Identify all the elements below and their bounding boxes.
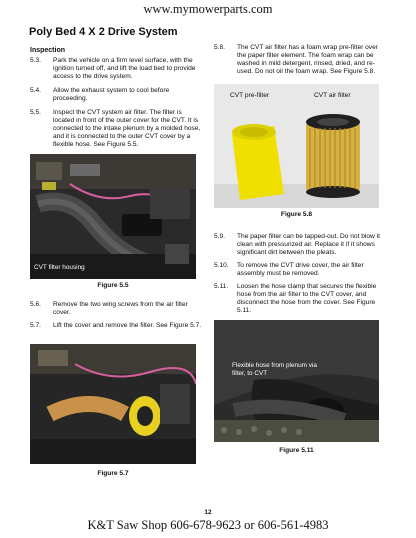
step-5-4: [30, 87, 202, 103]
step-number: 5.6.: [30, 301, 41, 308]
step-text: The CVT air filter has a foam wrap pre-filter over the paper filter element. The foam wrap can be washed in mild detergent, rinsed, dried, and re-used. Do not oil the foam wrap. See Figure 5.8.: [237, 44, 378, 75]
figure-5-11-photo: [214, 320, 379, 442]
figure-5-11-label: Flexible hose from plenum via filter, to CVT: [232, 362, 317, 377]
header-url: www.mymowerparts.com: [143, 2, 273, 16]
engine-bay-illustration: [30, 154, 196, 279]
step-number: 5.10.: [214, 262, 229, 269]
figure-5-8-photo: [214, 84, 379, 208]
figure-5-5-caption: Figure 5.5: [97, 282, 129, 289]
step-5-11: [214, 283, 384, 315]
step-number: 5.9.: [214, 233, 225, 240]
step-text: The paper filter can be tapped-out. Do not blow it clean with pressurized air. Replace it if it shows significant dirt between the pleats.: [237, 233, 380, 256]
step-number: 5.5.: [30, 109, 41, 116]
section-heading: Inspection: [30, 47, 66, 54]
figure-5-7-caption: Figure 5.7: [97, 470, 129, 477]
step-text: Loosen the hose clamp that secures the flexible hose from the air filter to the CVT cover, and disconnect the hose from the cover. See Figure 5.11.: [237, 283, 377, 314]
step-number: 5.11.: [214, 283, 229, 290]
figure-5-5-photo: [30, 154, 196, 279]
step-5-7: [30, 322, 202, 338]
figure-5-8-label-left: CVT pre-filter: [230, 92, 270, 99]
figure-5-8-caption: Figure 5.8: [280, 211, 313, 218]
step-text: Inspect the CVT system air filter. The filter is located in front of the outer cover for the CVT. It is connected to the intake plenum by a molded hose, and it is connected to the outer CVT cover by a flexible hose. See Figure 5.5.: [53, 109, 201, 148]
step-number: 5.8.: [214, 44, 225, 51]
step-number: 5.7.: [30, 322, 41, 329]
step-number: 5.4.: [30, 87, 41, 94]
page-number: 12: [204, 509, 212, 516]
step-5-8: [214, 44, 384, 84]
step-number: 5.3.: [30, 57, 41, 64]
step-5-5: [30, 109, 202, 149]
step-5-6: [30, 301, 202, 317]
step-5-10: [214, 262, 384, 278]
figure-5-5-label: CVT filter housing: [34, 264, 85, 271]
figure-5-8-label-right: CVT air filter: [314, 92, 351, 99]
step-text: Allow the exhaust system to cool before proceeding.: [53, 87, 170, 102]
step-text: Park the vehicle on a firm level surface, with the ignition turned off, and lift the load bed to provide access to the drive system.: [53, 57, 196, 80]
cvt-hose-illustration: [214, 320, 379, 442]
figure-5-11-caption: Figure 5.11: [279, 447, 314, 454]
filters-illustration: [214, 84, 379, 208]
footer-contact: K&T Saw Shop 606-678-9623 or 606-561-4983: [87, 518, 329, 532]
step-5-3: [30, 57, 202, 81]
step-text: To remove the CVT drive cover, the air filter assembly must be removed.: [237, 262, 364, 277]
step-5-9: [214, 233, 384, 257]
step-text: Remove the two wing screws from the air filter cover.: [53, 301, 188, 316]
filter-removal-illustration: [30, 344, 196, 464]
figure-5-7-photo: [30, 344, 196, 464]
page-title: Poly Bed 4 X 2 Drive System: [29, 26, 178, 38]
step-text: Lift the cover and remove the filter. See Figure 5.7.: [53, 322, 202, 329]
